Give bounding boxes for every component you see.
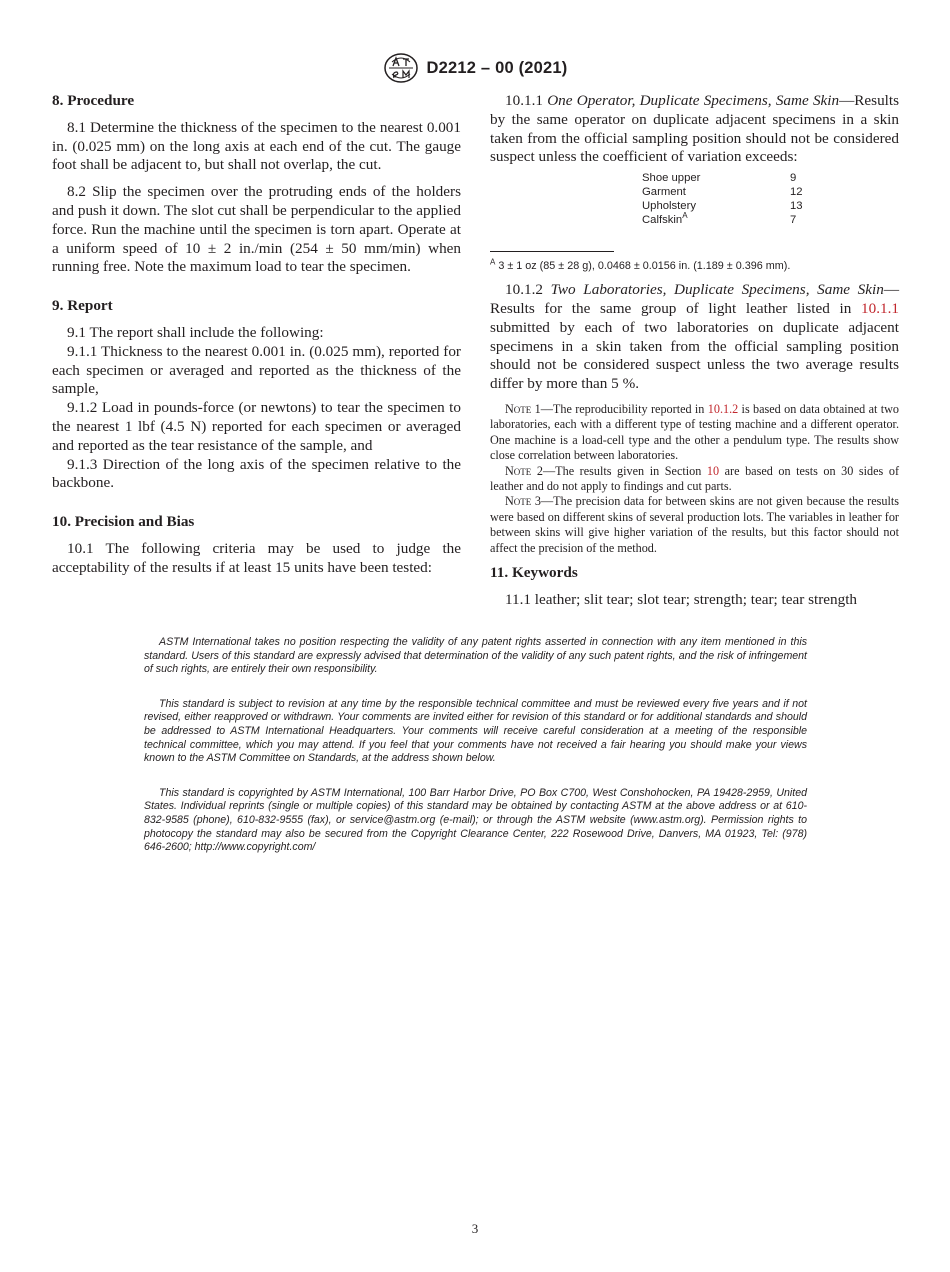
paragraph-8-2: 8.2 Slip the specimen over the protruding ends of the holders and push it down. The slot cut shall be perpendicular to the applied force. Run the machine until the specimen is torn apart. Operate at a uniform speed of 10 ± 2 in./min (254 ± 50 mm/min) when running free. Note the maximum load to tear the specimen. <box>52 183 461 276</box>
patent-notice: ASTM International takes no position respecting the validity of any patent rights asserted in connection with any item mentioned in this standard. Users of this standard are expressly advised that determination of the validity of any such patent rights, and the risk of infringement of such rights, are entirely their own responsibility. <box>144 636 807 676</box>
coefficient-of-variation-table <box>642 171 803 227</box>
table-row: Garment 12 <box>642 186 803 199</box>
section-9-heading: 9. Report <box>52 297 113 315</box>
paragraph-10-1-2-title: Two Laboratories, Duplicate Specimens, Same Skin <box>550 281 884 299</box>
table-row: Shoe upper 9 <box>642 172 797 185</box>
standard-designation: D2212 – 00 (2021) <box>426 58 568 77</box>
astm-logo-icon <box>383 52 419 84</box>
link-section-10[interactable]: 10 <box>706 463 720 478</box>
revision-notice: This standard is subject to revision at any time by the responsible technical committee and must be reviewed every five years and if not revised, either reapproved or withdrawn. Your comments are invited either for revision of this standard or for additional standards and should be addressed to ASTM International Headquarters. Your comments will receive careful consideration at a meeting of the responsible technical committee, which you may attend. If you feel that your comments have not received a fair hearing you should make your views known to the ASTM Committee on Standards, at the address shown below. <box>144 697 807 765</box>
table-row: Calfskin$^A$ 7 <box>642 211 797 227</box>
note-2: Note 2—The results given in Section 10 are based on tests on 30 sides of leather and do not apply to findings and cut parts. <box>490 463 900 493</box>
link-10-1-1[interactable]: 10.1.1 <box>861 299 899 317</box>
paragraph-9-1: 9.1 The report shall include the following: <box>67 323 324 341</box>
left-column <box>52 92 461 578</box>
legal-notice <box>144 636 807 876</box>
paragraph-10-1-2: 10.1.2 Two Laboratories, Duplicate Specimens, Same Skin—Results for the same group of light leather listed in 10.1.1 submitted by each of two laboratories on duplicate adjacent specimens in a skin taken from the official sampling position should not be considered suspect unless the two average results differ by more than 5 %. <box>490 281 899 393</box>
footnote-divider <box>490 251 614 252</box>
table-footnote: $^A$ 3 ± 1 oz (85 ± 28 g), 0.0468 ± 0.0156 in. (1.189 ± 0.396 mm). <box>490 257 791 273</box>
paragraph-9-1-2: 9.1.2 Load in pounds-force (or newtons) to tear the specimen to the nearest 1 lbf (4.5 N) reported for each specimen or averaged and reported as the tear resistance of the sample, and <box>52 399 461 454</box>
copyright-notice: This standard is copyrighted by ASTM International, 100 Barr Harbor Drive, PO Box C700, West Conshohocken, PA 19428-2959, United States. Individual reprints (single or multiple copies) of this standard may be obtained by contacting ASTM at the above address or at 610-832-9585 (phone), 610-832-9555 (fax), or service@astm.org (e-mail); or through the ASTM website (www.astm.org). Permission rights to photocopy the standard may also be secured from the Copyright Clearance Center, 222 Rosewood Drive, Danvers, MA 01923, Tel: (978) 646-2600; http://www.copyright.com/ <box>144 786 807 854</box>
note-1: Note 1—The reproducibility reported in 10.1.2 is based on data obtained at two laboratories, each with a different type of testing machine and a different operator. One machine is a load-cell type and the other a pendulum type. The results show close correlation between laboratories. <box>490 401 899 463</box>
note-3: Note 3—The precision data for between skins are not given because the results were based on different skins of several production lots. The variables in leather for between skins will give higher variation of the results, but this factor should not affect the precision of the method. <box>490 494 899 555</box>
link-10-1-2[interactable]: 10.1.2 <box>707 401 739 416</box>
section-10-heading: 10. Precision and Bias <box>52 513 195 531</box>
section-8-heading: 8. Procedure <box>52 92 135 109</box>
paragraph-11-1: 11.1 leather; slit tear; slot tear; strength; tear; tear strength <box>505 590 858 608</box>
paragraph-9-1-1: 9.1.1 Thickness to the nearest 0.001 in. (0.025 mm), reported for each specimen or averaged and reported as the thickness of the sample, <box>52 342 461 398</box>
paragraph-10-1-1-title: One Operator, Duplicate Specimens, Same Skin <box>547 92 840 109</box>
page-number: 3 <box>471 1221 479 1236</box>
paragraph-8-1: 8.1 Determine the thickness of the specimen to the nearest 0.001 in. (0.025 mm) on the long axis at each end of the cut. The gauge foot shall be adjacent to, but shall not overlap, the cut. <box>52 118 461 174</box>
paragraph-9-1-3: 9.1.3 Direction of the long axis of the specimen relative to the backbone. <box>52 455 461 492</box>
page-header <box>0 52 950 84</box>
footnote-reference[interactable]: A <box>682 211 688 221</box>
section-11-heading: 11. Keywords <box>490 564 578 582</box>
paragraph-10-1-1: 10.1.1 One Operator, Duplicate Specimens, Same Skin—Results by the same operator on duplicate adjacent specimens in a skin taken from the official sampling position should not be considered suspect unless the coefficient of variation exceeds: <box>490 92 900 166</box>
table-row: Upholstery 13 <box>642 200 803 213</box>
right-column <box>490 92 899 610</box>
paragraph-10-1: 10.1 The following criteria may be used to judge the acceptability of the results if at least 15 units have been tested: <box>52 539 461 576</box>
